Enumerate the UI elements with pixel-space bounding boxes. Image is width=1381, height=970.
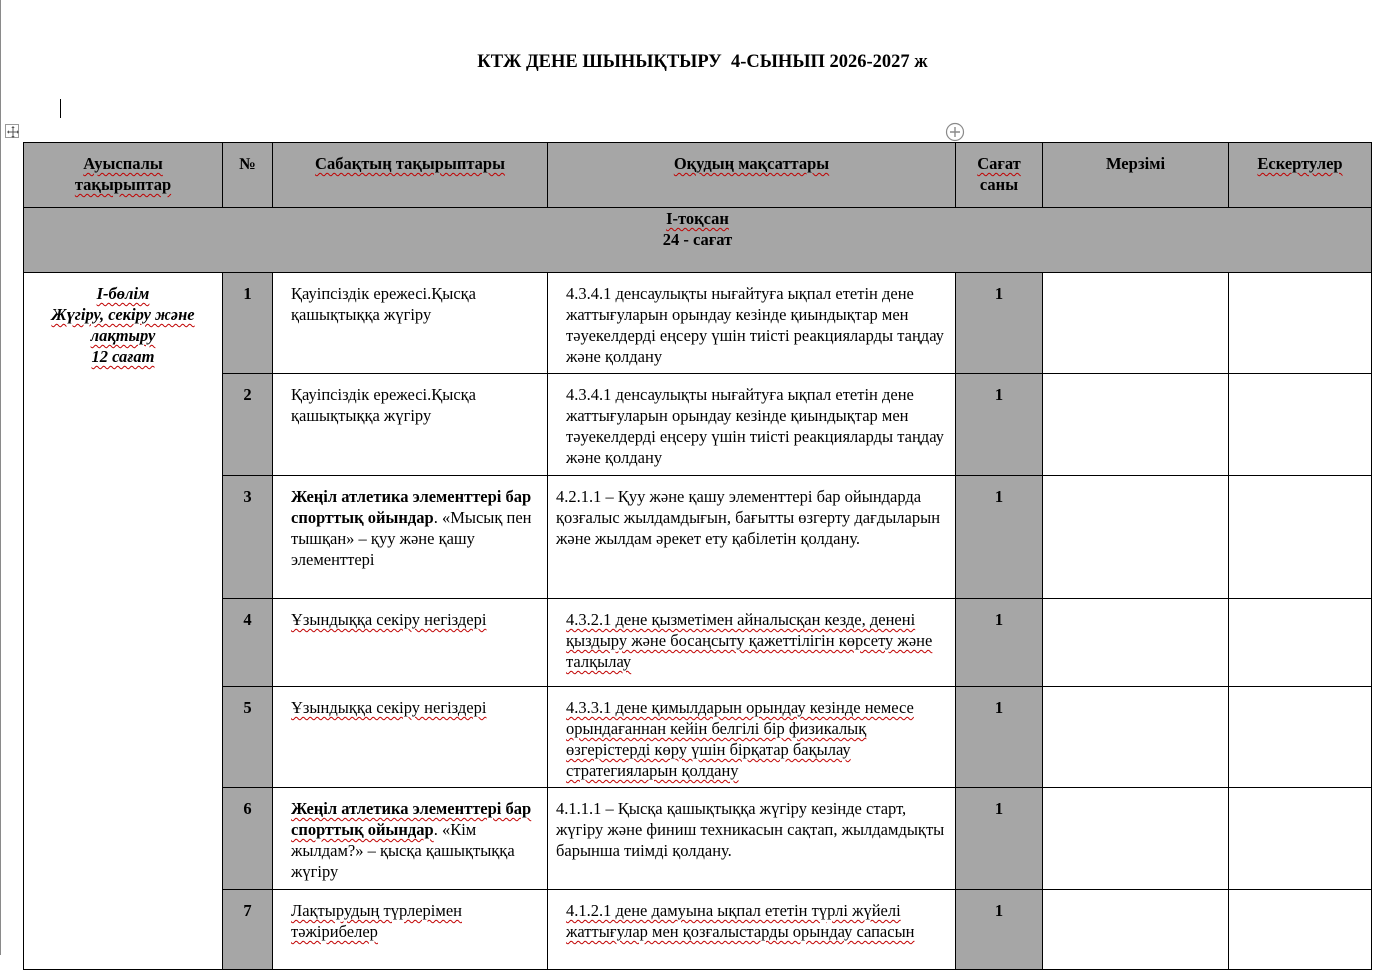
row-topic-rest: . «Кім жылдам?» – қысқа қашықтыққа жүгіру [291,820,515,881]
row-date-cell[interactable] [1043,374,1229,476]
row-topic-text: Ұзындыққа секіру негіздері [291,698,487,717]
header-section-line1: Ауыспалы [83,154,163,173]
section-hours-wrap [92,347,155,366]
header-hours-line1: Сағат [977,154,1021,173]
row-notes-cell[interactable] [1229,788,1372,890]
quarter-hours: 24 - сағат [662,230,733,249]
header-notes-text: Ескертулер [1257,154,1343,173]
row-topic-text: Лақтырудың түрлерімен тәжірибелер [291,901,462,941]
row-objective-text: 4.1.2.1 дене дамуына ықпал ететін түрлі жүйелі жаттығулар мен қозғалыстарды орындау сапасын [566,901,915,941]
table-row [24,374,1372,476]
header-row [24,143,1372,208]
row-hours: 1 [956,788,1043,890]
table-move-handle-icon[interactable] [5,124,19,138]
row-objective-text: 4.3.2.1 дене қызметімен айналысқан кезде, денені қыздыру және босаңсыту қажеттілігін көрсету және талқылау [566,610,933,671]
header-objectives [548,143,956,208]
header-hours-line2: саны [979,175,1019,194]
row-date-cell[interactable] [1043,599,1229,687]
header-date: Мерзімі [1043,143,1229,208]
row-topic-bold: Жеңіл атлетика элементтері бар спорттық ойындар [291,799,532,839]
row-topic[interactable]: Қауіпсіздік ережесі.Қысқа қашықтыққа жүгіру [273,273,548,374]
page-left-border [0,0,1,955]
table-row [24,273,1372,374]
row-date-cell[interactable] [1043,788,1229,890]
row-objective[interactable]: 4.2.1.1 – Қуу және қашу элементтері бар ойындарда қозғалыс жылдамдығын, бағытты өзгерту дағдыларын және жылдам әрекет ету қабілетін қолдану. [548,476,956,599]
document-title: КТЖ ДЕНЕ ШЫНЫҚТЫРУ 4-СЫНЫП 2026-2027 ж [477,52,928,72]
row-topic[interactable] [273,687,548,788]
row-date-cell[interactable] [1043,687,1229,788]
row-topic-rest: . «Мысық пен тышқан» – қуу және қашу элементтері [291,508,532,569]
row-number: 3 [223,476,273,599]
row-number: 6 [223,788,273,890]
row-topic[interactable] [273,890,548,970]
section-cell [24,273,223,970]
row-topic-bold: Жеңіл атлетика элементтері бар спорттық ойындар [291,487,532,527]
row-objective[interactable] [548,890,956,970]
header-objectives-text: Оқудың мақсаттары [673,154,830,173]
section-name: Жүгіру, секіру және лақтыру [51,305,195,345]
row-objective[interactable]: 4.1.1.1 – Қысқа қашықтыққа жүгіру кезінде старт, жүгіру және финиш техникасын сақтап, жылдамдықты барынша тиімді қолдану. [548,788,956,890]
row-topic[interactable] [273,788,548,890]
row-topic[interactable]: Қауіпсіздік ережесі.Қысқа қашықтыққа жүгіру [273,374,548,476]
section-hours: 12 сағат [91,347,155,366]
row-hours: 1 [956,374,1043,476]
header-section-line2: тақырыптар [74,175,172,194]
row-notes-cell[interactable] [1229,599,1372,687]
row-date-cell[interactable] [1043,890,1229,970]
quarter-row [24,208,1372,273]
row-hours: 1 [956,890,1043,970]
table-row [24,890,1372,970]
text-cursor [60,99,61,118]
row-notes-cell[interactable] [1229,476,1372,599]
row-objective[interactable] [548,599,956,687]
header-topic-text: Сабақтың тақырыптары [315,154,505,173]
row-notes-cell[interactable] [1229,890,1372,970]
table-row [24,687,1372,788]
header-topic [273,143,548,208]
header-hours [956,143,1043,208]
row-number: 7 [223,890,273,970]
quarter-name: І-тоқсан [666,209,729,228]
row-hours: 1 [956,476,1043,599]
row-topic[interactable] [273,599,548,687]
table-row [24,599,1372,687]
row-objective[interactable]: 4.3.4.1 денсаулықты нығайтуға ықпал ететін дене жаттығуларын орындау кезінде қиындықтар мен тәуекелдерді еңсеру үшін тиісті реакцияларды таңдау және қолдану [548,374,956,476]
row-number: 5 [223,687,273,788]
ktzh-table [23,142,1372,970]
row-notes-cell[interactable] [1229,374,1372,476]
row-topic[interactable] [273,476,548,599]
row-number: 1 [223,273,273,374]
row-number: 4 [223,599,273,687]
header-notes [1229,143,1372,208]
row-date-cell[interactable] [1043,476,1229,599]
row-notes-cell[interactable] [1229,273,1372,374]
row-objective[interactable]: 4.3.4.1 денсаулықты нығайтуға ықпал ететін дене жаттығуларын орындау кезінде қиындықтар мен тәуекелдерді еңсеру үшін тиісті реакцияларды таңдау және қолдану [548,273,956,374]
row-date-cell[interactable] [1043,273,1229,374]
row-objective-text: 4.3.3.1 дене қимылдарын орындау кезінде немесе орындағаннан кейін белгілі бір физикалық өзгерістерді көру үшін бірқатар бақылау стратегияларын қолдану [566,698,914,780]
row-notes-cell[interactable] [1229,687,1372,788]
row-hours: 1 [956,599,1043,687]
row-objective[interactable] [548,687,956,788]
row-hours: 1 [956,273,1043,374]
header-number: № [223,143,273,208]
header-section [24,143,223,208]
row-number: 2 [223,374,273,476]
row-hours: 1 [956,687,1043,788]
table-row [24,788,1372,890]
section-title: І-бөлім [96,284,150,303]
quarter-cell [24,208,1372,273]
row-topic-text: Ұзындыққа секіру негіздері [291,610,487,629]
table-row [24,476,1372,599]
